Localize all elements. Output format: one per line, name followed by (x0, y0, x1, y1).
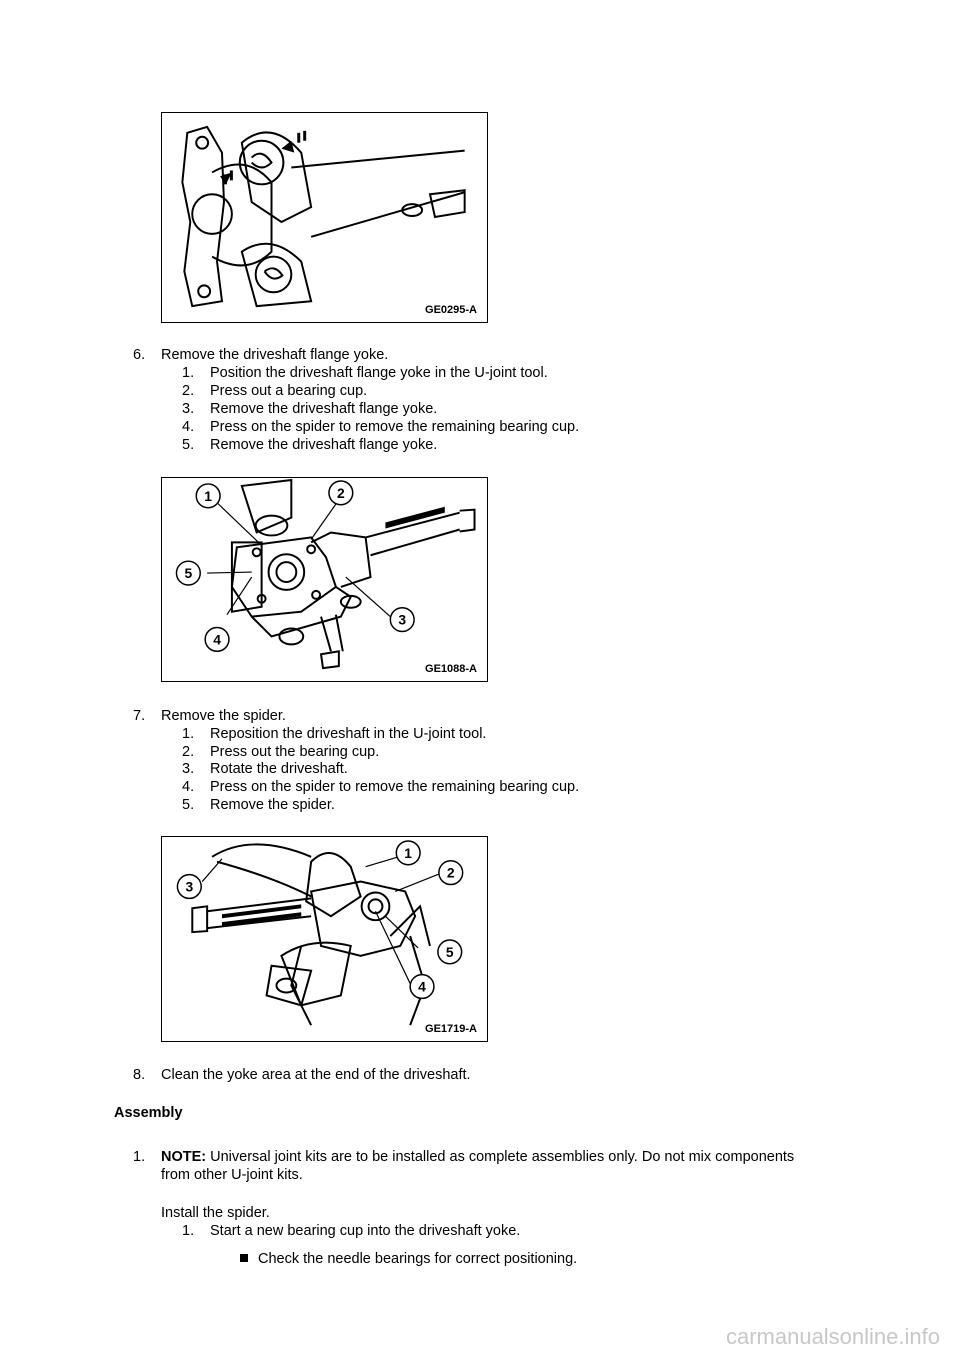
driveshaft-flange-illustration (162, 113, 487, 322)
callout-4: 4 (418, 978, 426, 995)
substep (182, 725, 486, 743)
note-label: NOTE: (161, 1149, 207, 1165)
substep-number: 1. (182, 726, 195, 742)
substep (182, 778, 579, 796)
spider-removal-illustration (162, 837, 487, 1041)
substep-text: Start a new bearing cup into the driveshaft yoke. (210, 1223, 521, 1239)
substep-text: Remove the driveshaft flange yoke. (210, 401, 438, 417)
substep-number: 1. (182, 1223, 195, 1239)
callout-4: 4 (213, 631, 221, 648)
substep-number: 1. (182, 365, 195, 381)
substep-text: Press on the spider to remove the remaining bearing cup. (210, 779, 580, 795)
callout-1: 1 (204, 487, 213, 504)
substep (182, 436, 437, 454)
callout-2: 2 (446, 864, 455, 881)
step-number: 8. (133, 1067, 146, 1083)
step-text: Remove the spider. (161, 708, 286, 724)
substep-text: Remove the driveshaft flange yoke. (210, 437, 438, 453)
substep-number: 3. (182, 401, 195, 417)
watermark: carmanualsonline.info (725, 1324, 940, 1349)
bullet-item (240, 1251, 577, 1267)
callout-3: 3 (185, 878, 194, 895)
callout-2: 2 (336, 484, 345, 501)
substep (182, 796, 335, 814)
figure-ge1088 (161, 477, 488, 682)
step-number: 7. (133, 708, 146, 724)
bullet-text: Check the needle bearings for correct positioning. (258, 1251, 578, 1267)
substep (182, 743, 379, 761)
figure-id: GE1719-A (425, 1023, 477, 1035)
callout-3: 3 (398, 611, 407, 628)
substep-text: Press out a bearing cup. (210, 383, 368, 399)
u-joint-tool-illustration (162, 478, 487, 681)
substep-text: Press on the spider to remove the remaining bearing cup. (210, 419, 580, 435)
substep (182, 1222, 520, 1240)
step-text: Remove the driveshaft flange yoke. (161, 347, 389, 363)
substep-number: 3. (182, 761, 195, 777)
figure-id: GE0295-A (425, 304, 477, 316)
callout-5: 5 (445, 943, 454, 960)
substep-number: 4. (182, 779, 195, 795)
figure-id: GE1088-A (425, 663, 477, 675)
figure-ge1719 (161, 836, 488, 1042)
substep-number: 2. (182, 383, 195, 399)
substep-text: Position the driveshaft flange yoke in the U-joint tool. (210, 365, 548, 381)
substep (182, 364, 548, 382)
step-text: Clean the yoke area at the end of the driveshaft. (161, 1067, 471, 1083)
install-instruction: Install the spider. (161, 1205, 270, 1221)
substep-number: 4. (182, 419, 195, 435)
substep (182, 382, 367, 400)
step-number: 6. (133, 347, 146, 363)
substep-text: Reposition the driveshaft in the U-joint tool. (210, 726, 487, 742)
square-bullet-icon (240, 1254, 248, 1262)
substep (182, 400, 437, 418)
step-number: 1. (133, 1149, 146, 1165)
note-paragraph (161, 1148, 801, 1184)
substep (182, 418, 579, 436)
substep-number: 5. (182, 797, 195, 813)
note-text: Universal joint kits are to be installed as complete assemblies only. Do not mix components from other U-joint kits. (161, 1149, 795, 1183)
substep-text: Rotate the driveshaft. (210, 761, 348, 777)
substep (182, 760, 348, 778)
figure-ge0295 (161, 112, 488, 323)
callout-5: 5 (184, 565, 193, 582)
substep-text: Press out the bearing cup. (210, 744, 380, 760)
substep-number: 5. (182, 437, 195, 453)
section-heading-assembly: Assembly (114, 1105, 183, 1121)
substep-text: Remove the spider. (210, 797, 335, 813)
callout-1: 1 (404, 844, 413, 861)
substep-number: 2. (182, 744, 195, 760)
